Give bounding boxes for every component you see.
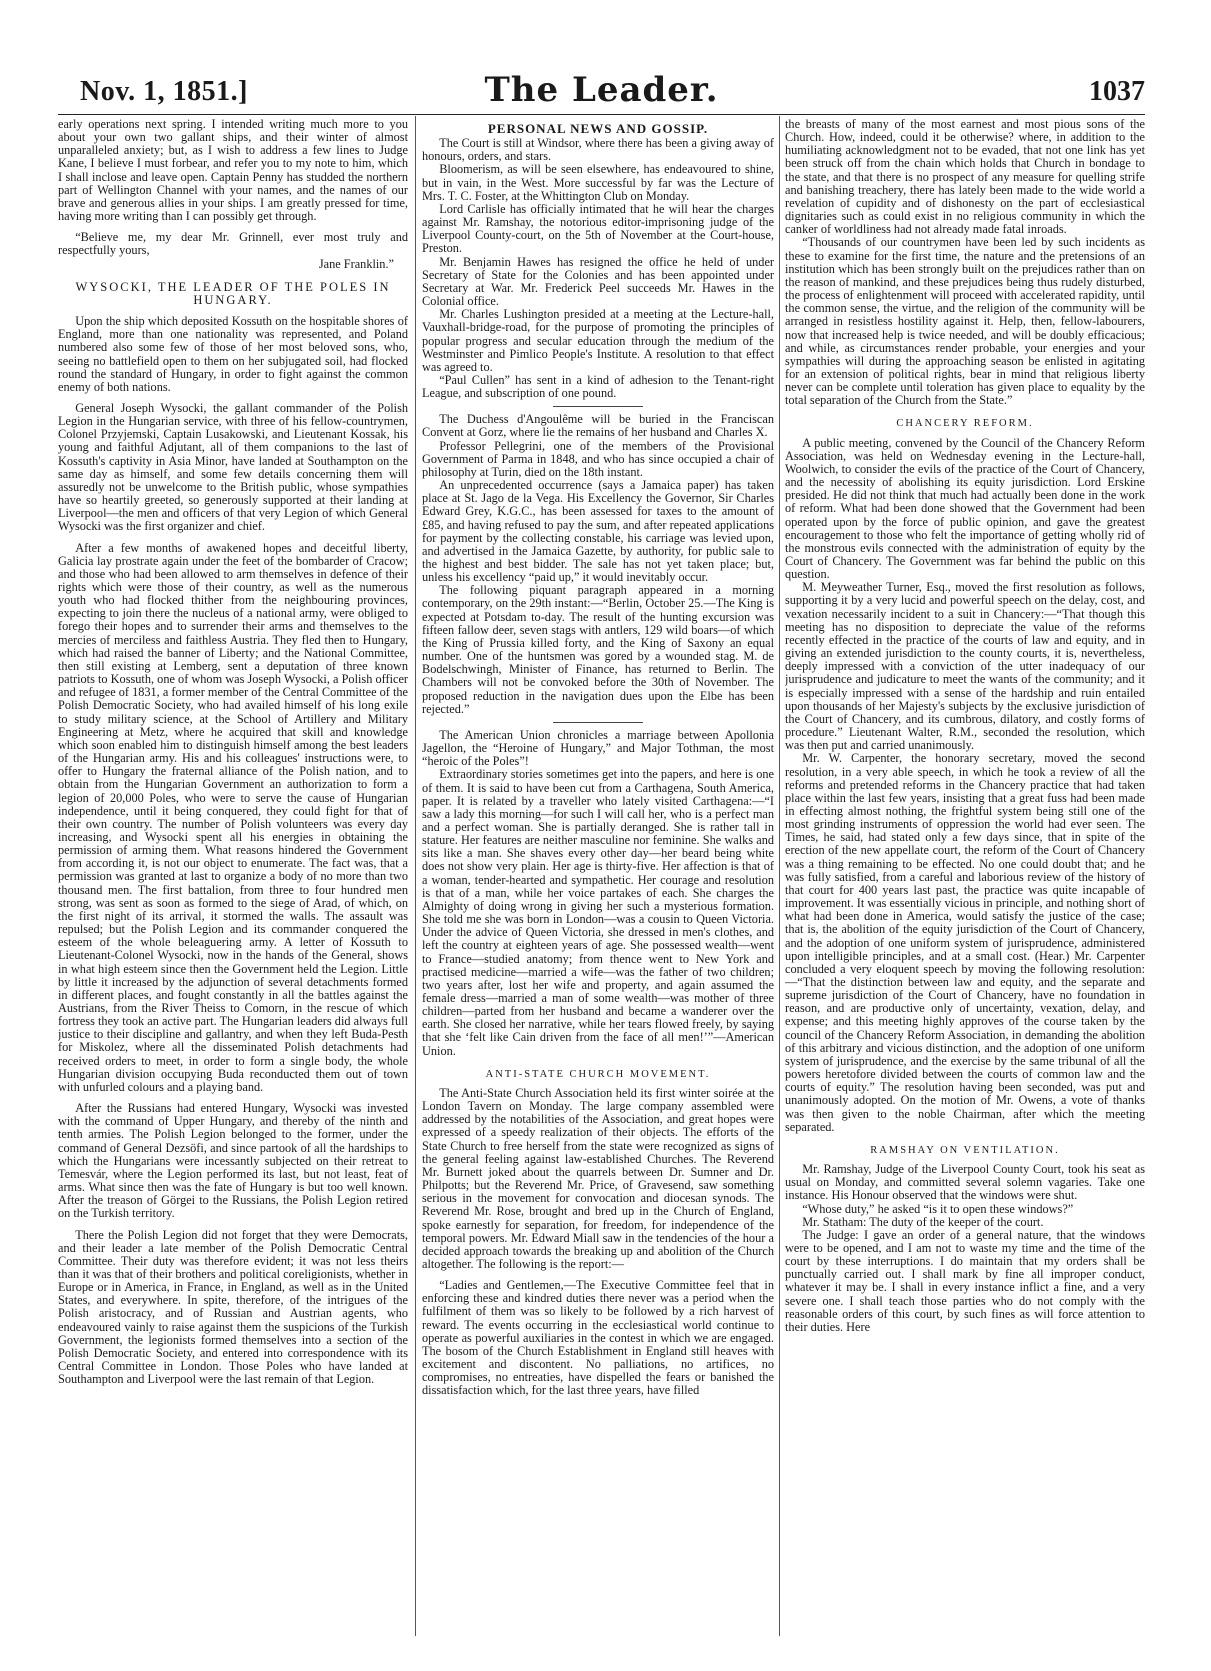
paragraph: The Court is still at Windsor, where there has been a giving away of honours, orders, and stars.: [422, 136, 774, 164]
paragraph: Mr. Benjamin Hawes has resigned the office he held of under Secretary of State for the Colonies and has been appointed under Secretary at War. Mr. Frederick Peel succeeds Mr. Hawes in the Colonial office.: [422, 254, 774, 309]
paragraph: The following piquant paragraph appeared in a morning contemporary, on the 29th instant:—“Berlin, October 25.—The King is expected at Potsdam to-day. The result of the hunting excursion was fifteen fallow deer, seven stags with antlers, 129 wild boars—of which the King of Prussia killed forty, and the King of Saxony an equal number. One of the huntsmen was gored by a wounded stag. M. de Bodelschwingh, Minister of Finance, has returned to Berlin. The Chambers will not be convoked before the 30th of November. The proposed reduction in the navigation dues upon the Elbe has been rejected.”: [422, 583, 774, 716]
paragraph: General Joseph Wysocki, the gallant commander of the Polish Legion in the Hungarian service, with three of his fellow-countrymen, Colonel Przyjemski, Captain Lusakowski, and Lieutenant Kossak, his young and faithful Adjutant, all of them companions to the last of Kossuth's captivity in Asia Minor, have landed at Southampton on the same day as himself, and some few details concerning them will assuredly not be unwelcome to the British public, whose sympathies have so heartily greeted, so generously supported at their landing at Liverpool—the men and officers of that very Legion of which General Wysocki was the first organizer and chief.: [58, 400, 408, 534]
column-divider-1: [415, 116, 416, 1636]
paragraph: Mr. W. Carpenter, the honorary secretary, moved the second resolution, in a very able speech, in which he took a review of all the reforms and pretended reforms in the Chancery practice that had taken place within the last few years, insisting that a great fuss had been made in effecting almost nothing, the frightful system being still one of the most grinding instruments of oppression the world had ever seen. The Times, he said, had stated only a few days since, that in spite of the erection of the new appellate court, the reform of the Court of Chancery was a thing remaining to be effected. No one could doubt that; and he was fully satisfied, from a careful and laborious review of the history of that court for 400 years last past, the practice was quite incapable of improvement. It was essentially vicious in principle, and nothing short of what had been done in America, would satisfy the justice of the case; that is, the abolition of the equity jurisdiction of the Court of Chancery, and the adoption of one uniform system of jurisprudence, administered upon intelligible principles, and at a small cost. (Hear.) Mr. Carpenter concluded a very eloquent speech by moving the following resolution:—“That the distinction between law and equity, and the separate and supreme jurisdiction of the Court of Chancery, have no foundation in reason, and are productive only of uncertainty, vexation, delay, and expense; and this meeting highly approves of the course taken by the council of the Chancery Reform Association, in demanding the abolition of this arbitrary and vicious distinction, and the adoption of one uniform system of jurisprudence, and the exercise by the same tribunal of all the powers heretofore divided between the courts of common law and the courts of equity.” The resolution having been seconded, was put and unanimously adopted. On the motion of Mr. Owens, a vote of thanks was then given to the noble Chairman, after which the meeting separated.: [785, 751, 1145, 1134]
section-separator: [553, 722, 643, 723]
article-heading-personal-news: PERSONAL NEWS AND GOSSIP.: [487, 121, 709, 136]
column-divider-2: [779, 116, 780, 1636]
paragraph: After the Russians had entered Hungary, Wysocki was invested with the command of Upper Hungary, and thereby of the ninth and tenth armies. The Polish Legion belonged to the former, under the command of General Dezsöfi, and since partook of all the hardships to which the Hungarians were incessantly subjected on their retreat to Temesvár, where the Legion performed its last, but not least, feat of arms. What since then was the fate of Hungary is but too well known. After the treason of Görgei to the Russians, the Polish Legion retired on the Turkish territory.: [58, 1101, 408, 1221]
paragraph: The Duchess d'Angoulême will be buried in the Franciscan Convent at Gorz, where lie the remains of her husband and Charles X.: [422, 412, 774, 440]
paragraph: Mr. Ramshay, Judge of the Liverpool County Court, took his seat as usual on Monday, and committed several solemn vagaries. Take one instance. His Honour observed that the windows were shut.: [785, 1162, 1145, 1203]
paragraph: The American Union chronicles a marriage between Apollonia Jagellon, the “Heroine of Hungary,” and Major Tothman, the most “heroic of the Poles”!: [422, 727, 774, 769]
letter-closing: “Believe me, my dear Mr. Grinnell, ever most truly and respectfully yours,: [58, 230, 408, 258]
paragraph: After a few months of awakened hopes and deceitful liberty, Galicia lay prostrate again under the feet of the bombarder of Cracow; and those who had been allowed to arm themselves in defence of their rights which were those of their country, as well as the numerous youth who had flocked thither from the neighbouring provinces, expecting to join there the nucleus of a national army, were obliged to forego their hopes and to surrender their arms and themselves to the mercies of merciless and faithless Austria. They fled then to Hungary, which had raised the banner of Liberty; and the National Committee, then still existing at Lemberg, sent a deputation of three known patriots to Kossuth, one of whom was Joseph Wysocki, a Polish officer and refugee of 1831, a former member of the Central Committee of the Polish Democratic Society, who had availed himself of his long exile to study military science, at the School of Artillery and Military Engineering at Metz, where he acquired that skill and knowledge which soon enabled him to distinguish himself among the best leaders of the Hungarian army. His and his colleagues' instructions were, to offer to Hungary the fraternal alliance of the Polish nation, and to obtain from the Hungarian Government an authorization to form a legion of 20,000 Poles, who were to serve the cause of Hungarian independence, until it being conquered, they could fight for that of their own country. The number of Polish volunteers was every day increasing, and Wysocki spent all his energies in obtaining the permission of arming them. What reasons hindered the Government from according it, is not our object to enumerate. The fact was, that a permission was granted at last to organize a body of no more than two thousand men. The first battalion, from three to four hundred men strong, was sent as soon as formed to the siege of Arad, of which, on the first night of its arrival, it stormed the walls. The assault was repulsed; but the Polish Legion and its commander conquered the esteem of the whole beleaguering army. A letter of Kossuth to Lieutenant-Colonel Wysocki, now in the hands of the General, shows in what high esteem since then the Government held the Legion. Little by little it increased by the adjunction of several detachments formed in different places, and fought constantly in all the battles against the Austrians, from the River Theiss to Comorn, in the rescue of which fortress they took an active part. The Hungarian leaders did always full justice to their discipline and gallantry, and when they left Buda-Pesth for Miskolez, where all the disseminated Polish detachments had received orders to meet, in order to form a single body, the whole Hungarian division occupying Buda reconducted them out of town with unfurled colours and a playing band.: [58, 540, 408, 1094]
paragraph: the breasts of many of the most earnest and most pious sons of the Church. How, indeed, could it be otherwise? where, in addition to the humiliating acknowledgment not to be evaded, that not one link has yet been struck off from the chain which holds that Church in bondage to the state, and that there is no prospect of any measure for quelling strife and banishing treachery, there has lately been made to the wide world a revelation of cupidity and of dishonesty on the part of ecclesiastical dignitaries such as could exist in no religious community in which the canker of worldliness had not already made fatal inroads.: [785, 118, 1145, 237]
letter-signature: Jane Franklin.”: [318, 256, 394, 271]
paragraph: The Anti-State Church Association held its first winter soirée at the London Tavern on Monday. The large company assembled were addressed by the notabilities of the Association, and great hopes were expressed of a speedy realization of their objects. The efforts of the State Church to free herself from the state were recognized as signs of the general feeling against law-established Churches. The Reverend Mr. Burnett joked about the quarrels between Dr. Sumner and Dr. Philpotts; but the Reverend Mr. Price, of Gravesend, saw something serious in the movement for convocation and diocesan synods. The Reverend Mr. Rose, brought and bred up in the Church of England, spoke earnestly for separation, for freedom, for independence of the temporal powers. Mr. Edward Miall saw in the tendencies of the hour a decided approach towards the breaking up and abolition of the Church altogether. The following is the report:—: [422, 1085, 774, 1271]
section-separator: [553, 406, 643, 407]
article-heading-anti-state-church: ANTI-STATE CHURCH MOVEMENT.: [485, 1068, 711, 1080]
page-number: 1037: [1089, 76, 1145, 107]
header-rule: [58, 114, 1145, 115]
paragraph: Extraordinary stories sometimes get into the papers, and here is one of them. It is said to have been cut from a Carthagena, South America, paper. It is related by a traveller who lately visited Carthagena:—“I saw a lady this morning—for such I will call her, who is a perfect man and a perfect woman. She is partially deranged. She is rather tall in stature. Her features are neither masculine nor feminine. She walks and sits like a man. She shaves every other day—her beard being white does not show very plain. Her age is thirty-five. Her affection is that of a woman, tender-hearted and sympathetic. Her courage and resolution is that of a man, while her voice partakes of each. She charges the Almighty of doing wrong in giving her such a mysterious formation. She told me she was born in London—was a cousin to Queen Victoria. Under the advice of Queen Victoria, she dressed in men's clothes, and left the country at eighteen years of age. She possessed wealth—went to France—studied anatomy; from thence went to New York and practised medicine—married a wife—was the father of two children; two years after, lost her wife and property, and again assumed the female dress—married a man of some wealth—was mother of three children—parted from her husband and became a wanderer over the earth. She closed her narrative, while her tears flowed freely, by saying that she ‘felt like Cain driven from the face of all men!’”—American Union.: [422, 767, 774, 1058]
paragraph: “Whose duty,” he asked “is it to open these windows?”: [802, 1201, 1074, 1216]
paragraph: “Ladies and Gentlemen,—The Executive Committee feel that in enforcing these and kindred duties there never was a period when the fulfilment of them was so likely to be followed by a rich harvest of reward. The events occurring in the ecclesiastical world continue to operate as powerful auxiliaries in the contest in which we are engaged. The bosom of the Church Establishment in England still heaves with excitement and discontent. No palliations, no artifices, no compromises, no entreaties, have dispelled the fears or banished the dissatisfaction which, for the last three years, have filled: [422, 1278, 774, 1398]
paragraph: Upon the ship which deposited Kossuth on the hospitable shores of England, more than one nationality was represented, and Poland numbered also some few of those of her most beloved sons, who, seeing no battlefield open to them on her subjugated soil, had flocked round the standard of Hungary, in order to fight against the common enemy of both nations.: [58, 314, 408, 394]
paragraph: “Thousands of our countrymen have been led by such incidents as these to examine for the first time, the nature and the pretensions of an institution which has been strongly built on the prejudices rather than on the reason of mankind, and these prejudices being thus rudely disturbed, the process of enlightenment will proceed with accelerated rapidity, until the common sense, the virtue, and the religion of the community will be arranged in resistless hostility against it. Help, then, fellow-labourers, now that increased help is twice needed, and will be doubly efficacious; and while, as circumstances render probable, your energies and your sympathies will during the approaching season be enlisted in agitating for an extension of political rights, bear in mind that religious liberty never can be complete until toleration has given place to equality by the total separation of the Church from the State.”: [785, 235, 1145, 408]
column-2: [422, 118, 774, 1638]
paragraph: Mr. Statham: The duty of the keeper of the court.: [802, 1214, 1044, 1229]
paragraph: An unprecedented occurrence (says a Jamaica paper) has taken place at St. Jago de la Vega. His Excellency the Governor, Sir Charles Edward Grey, K.G.C., has been assessed for taxes to the amount of £85, and having refused to pay the sum, and after repeated applications for payment by the collecting constable, his carriage was levied upon, and advertised in the Jamaica Gazette, by authority, for public sale to the highest and best bidder. The sale has not yet taken place; but, unless his excellency “paid up,” it would inevitably occur.: [422, 478, 774, 585]
paragraph: There the Polish Legion did not forget that they were Democrats, and their leader a late member of the Polish Democratic Central Committee. Their duty was therefore evident; it was not less theirs than it was that of their brothers and political coreligionists, whether in Europe or in America, in France, in England, as well as in the United States, and everywhere. In spite, therefore, of the intrigues of the Polish aristocracy, and of Russian and Austrian agents, who endeavoured vainly to raise against them the suspicions of the Turkish Government, the legionists formed themselves into a section of the Polish Democratic Society, and entered into correspondence with its Central Committee in London. Those Poles who have landed at Southampton and Liverpool were the last remain of that Legion.: [58, 1227, 408, 1387]
paragraph: M. Meyweather Turner, Esq., moved the first resolution as follows, supporting it by a very lucid and powerful speech on the delay, cost, and vexation necessarily incident to a suit in Chancery:—“That though this meeting has no disposition to depreciate the value of the reforms recently effected in the practice of the courts of law and equity, and in giving an extended jurisdiction to the county courts, it is, nevertheless, deeply impressed with a conviction of the utter inadequacy of our jurisprudence and judicature to meet the wants of the community; and it is especially impressed with a sense of the hardship and ruin entailed upon thousands of her Majesty's subjects by the exclusive jurisdiction of the Court of Chancery, and its cumbrous, dilatory, and costly forms of procedure.” Lieutenant Walter, R.M., seconded the resolution, which was then put and carried unanimously.: [785, 580, 1145, 753]
paragraph: “Paul Cullen” has sent in a kind of adhesion to the Tenant-right League, and subscription of one pound.: [422, 372, 774, 401]
column-3: [785, 118, 1145, 1638]
paragraph: The Judge: I gave an order of a general nature, that the windows were to be opened, and I am not to waste my time and the time of the court by these interruptions. I do maintain that my orders shall be punctually carried out. I shall mark by fine all improper conduct, whatever it may be. I shall in every instance inflict a fine, and a very severe one. I shall teach those parties who do not comply with the reasonable orders of this court, by such fines as will force attention to their duties. Here: [785, 1227, 1145, 1334]
newspaper-title: The Leader.: [484, 70, 719, 110]
paragraph: Mr. Charles Lushington presided at a meeting at the Lecture-hall, Vauxhall-bridge-road, for the purpose of promoting the principles of popular progress and secular education through the medium of the Westminster and Pimlico People's Institute. A resolution to that effect was agreed to.: [422, 307, 774, 374]
paragraph: A public meeting, convened by the Council of the Chancery Reform Association, was held on Wednesday evening in the Lecture-hall, Woolwich, to consider the evils of the practice of the Court of Chancery, and the necessity of abolishing its equity jurisdiction. Lord Erskine presided. He did not think that much had actually been done in the work of reform. What had been done showed that the Government had been operated upon by the force of public opinion, and gave the greatest encouragement to those who felt the importance of getting wholly rid of the monstrous evils connected with the administration of equity by the Court of Chancery. The Government was far behind the public on this question.: [785, 435, 1145, 582]
paragraph: Bloomerism, as will be seen elsewhere, has endeavoured to shine, but in vain, in the West. More successful by far was the Lecture of Mrs. T. C. Foster, at the Whittington Club on Monday.: [422, 162, 774, 203]
article-heading-chancery-reform: CHANCERY REFORM.: [896, 418, 1034, 430]
paragraph: Lord Carlisle has officially intimated that he will hear the charges against Mr. Ramshay, the notorious editor-imprisoning judge of the Liverpool County-court, on the 5th of November at the Court-house, Preston.: [422, 201, 774, 256]
column-1: [58, 118, 408, 1638]
masthead: [58, 68, 1145, 114]
letter-text: early operations next spring. I intended writing much more to you about your own two gallant ships, and their winter of almost unparalleled anxiety; but, as I wish to address a few lines to Judge Kane, I believe I must forbear, and refer you to my note to him, which I shall inclose and leave open. Captain Penny has studded the northern part of Wellington Channel with your names, and the names of our brave and generous allies in your ships. I am greatly pressed for time, having more writing than I can possibly get through.: [58, 118, 408, 224]
article-heading-ramshay: RAMSHAY ON VENTILATION.: [870, 1144, 1060, 1156]
article-heading-wysocki: WYSOCKI, THE LEADER OF THE POLES IN HUNGARY.: [75, 279, 391, 307]
paragraph: Professor Pellegrini, one of the members of the Provisional Government of Parma in 1848, and who has since occupied a chair of philosophy at Turin, died on the 18th instant.: [422, 438, 774, 479]
issue-date: Nov. 1, 1851.]: [80, 76, 248, 107]
